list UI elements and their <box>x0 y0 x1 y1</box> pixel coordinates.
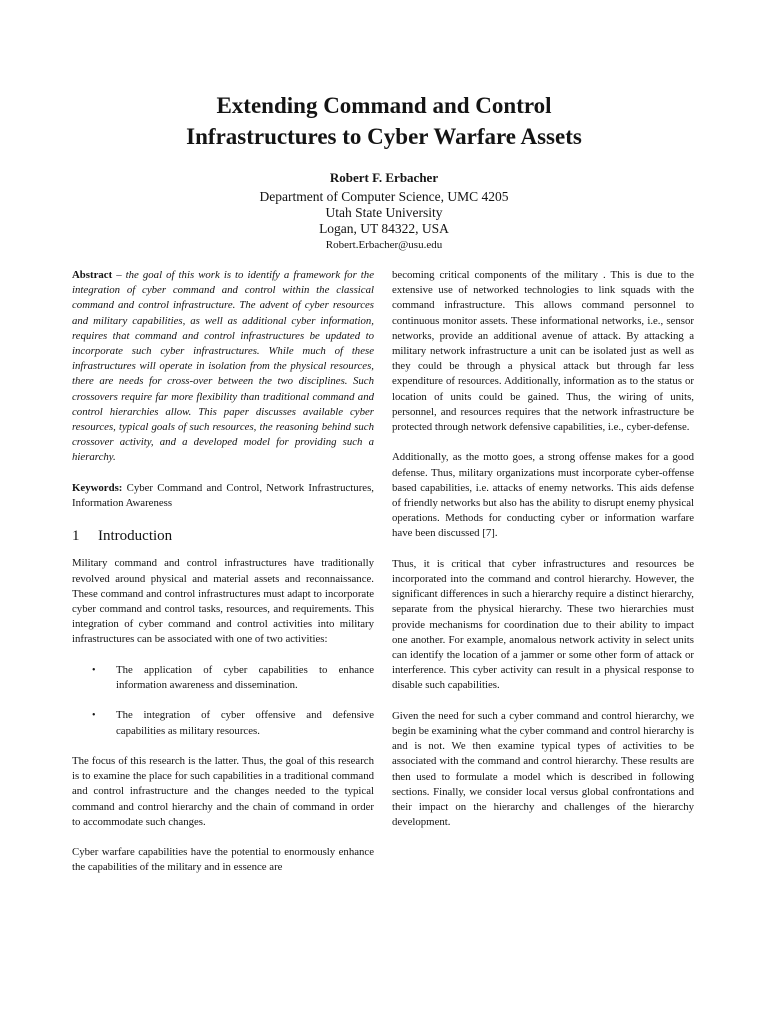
author-email: Robert.Erbacher@usu.edu <box>325 239 443 251</box>
author-location: Logan, UT 84322, USA <box>319 221 449 236</box>
right-paragraph-1: becoming critical components of the military . This is due to the extensive use of networked technologies to link squads with the command infrastructure. This allows command personnel to continuous monitor assets. These informational networks, i.e., sensor networks, provide an additional avenue of attack. By attacking a military network infrastructure a unit can be isolated just as well as they could be through a physical attack but through far less expenditure of resources. Additionally, information as to the status or location of units could be gained. Thus, the wiring of units, personnel, and resources requires that the network infrastructure be protected through network defensive capabilities, i.e., cyber-defense. <box>392 269 694 434</box>
keywords-label: Keywords: <box>72 481 123 494</box>
right-paragraph-4: Given the need for such a cyber command and control hierarchy, we begin be examining what the cyber command and control hierarchy is and is not. We then examine typical types of activities to be associated with the command and control hierarchy. These results are then used to formulate a model which is described in following sections. Finally, we consider local versus global confrontations and their impact on the hierarchy and challenges of the hierarchy development. <box>392 709 694 829</box>
intro-paragraph-3: Cyber warfare capabilities have the potential to enormously enhance the capabilities of the military and in essence are <box>72 846 374 874</box>
abstract-text: – the goal of this work is to identify a framework for the integration of cyber command and control within the classical command and control infrastructure. The advent of cyber resources and military capabilities, as well as additional cyber information, requires that command and control infrastructures be updated to incorporate such cyber infrastructures. While much of these infrastructures will operate in isolation from the physical resources, there are needs for cross-over between the two disciplines. Such crossovers require far more flexibility than traditional command and control hierarchies allow. This paper discusses available cyber resources, typical goals of such resources, the reasoning behind such crossover activity, and a developed model for providing such a hierarchy. <box>72 269 374 464</box>
list-item-text: The integration of cyber offensive and defensive capabilities as military resources. <box>116 709 374 737</box>
section-title: Introduction <box>98 528 173 545</box>
keywords <box>72 481 374 511</box>
abstract-label: Abstract <box>72 269 113 281</box>
intro-paragraph-2: The focus of this research is the latter. Thus, the goal of this research is to examine the place for such capabilities in a traditional command and control infrastructure and the changes needed to the typical command and control hierarchy and the chain of command in order to accommodate such changes. <box>72 755 374 828</box>
list-item <box>72 663 374 693</box>
author-affiliation: Department of Computer Science, UMC 4205 <box>259 189 509 204</box>
bullet-icon: • <box>92 664 96 676</box>
right-paragraph-3: Thus, it is critical that cyber infrastructures and resources be incorporated into the command and control hierarchy. However, the significant differences in such a hierarchy require a distinct hierarchy, separate from the physical hierarchy. These two hierarchies must provide mechanisms for coordination due to their ability to impact one another. For example, anomalous network activity in select units can identify the location of a jammer or some other form of attack or interference. This cyber activity can result in a physical response to disable such capabilities. <box>392 557 694 692</box>
author-name: Robert F. Erbacher <box>329 170 439 185</box>
author-block <box>0 170 768 253</box>
keywords-text: Cyber Command and Control, Network Infrastructures, Information Awareness <box>72 481 374 510</box>
activity-list <box>72 663 374 739</box>
intro-paragraph-1: Military command and control infrastructures have traditionally revolved around physical and material assets and reconnaissance. These command and control infrastructures must adapt to incorporate cyber command and control tasks, resources, and requirements. This integration of cyber command and control activities into military infrastructures can be associated with one of two activities: <box>72 557 374 646</box>
list-item-text: The application of cyber capabilities to enhance information awareness and dissemination. <box>116 663 374 692</box>
title-line-1: Extending Command and Control <box>216 93 552 118</box>
list-item <box>72 708 374 738</box>
left-column <box>72 268 374 891</box>
bullet-icon: • <box>92 710 96 722</box>
section-heading-introduction <box>72 526 374 546</box>
right-paragraph-2: Additionally, as the motto goes, a strong offense makes for a good defense. Thus, military organizations must incorporate cyber-offense based capabilities, i.e. attacks of enemy networks. This aids defense of friendly networks but also has the ability to disrupt enemy physical operations. Methods for conducting cyber or information warfare have been discussed [7]. <box>392 451 694 540</box>
paper-title <box>0 90 768 152</box>
title-line-2: Infrastructures to Cyber Warfare Assets <box>186 124 582 149</box>
section-number: 1 <box>72 528 80 545</box>
author-university: Utah State University <box>325 205 443 220</box>
right-column <box>392 268 694 846</box>
abstract <box>72 268 374 466</box>
